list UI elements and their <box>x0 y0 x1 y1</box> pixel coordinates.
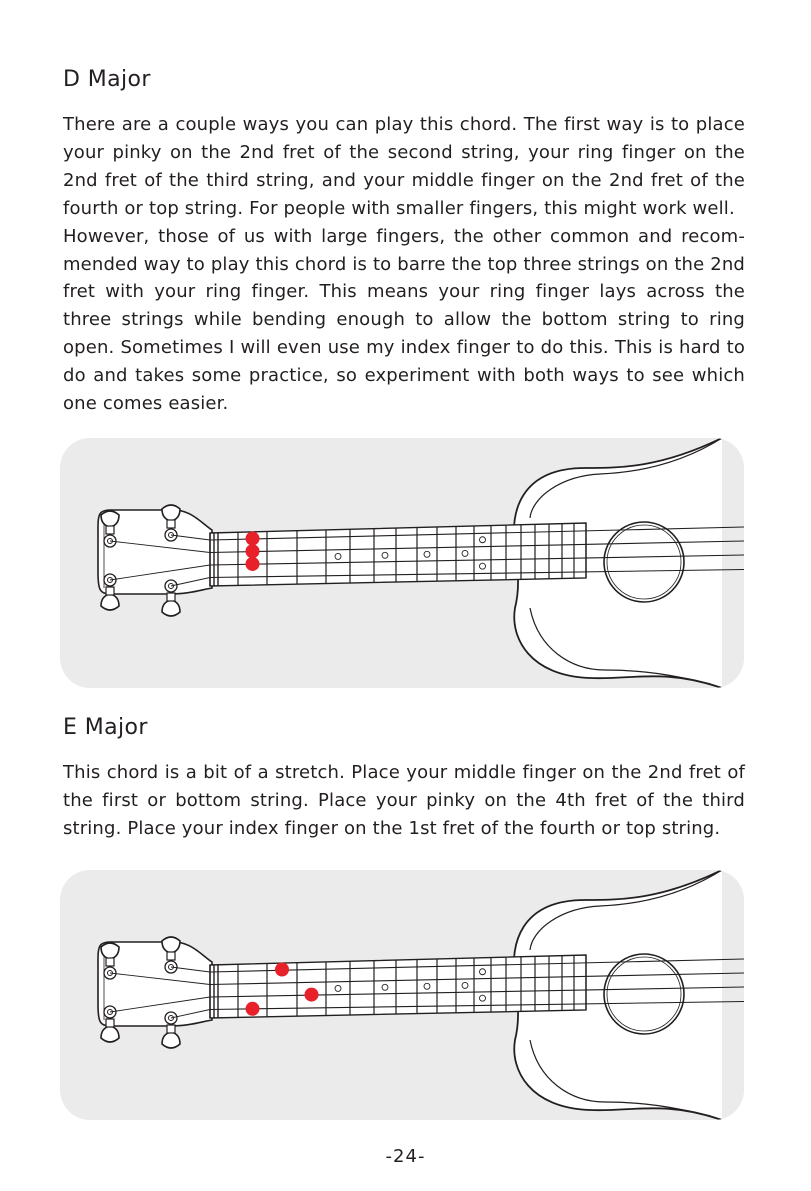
ukulele-diagram-d-major <box>60 438 744 688</box>
sound-hole <box>604 522 684 602</box>
tuner-key-icon <box>162 1032 180 1048</box>
tuner-bottom-right <box>162 580 180 616</box>
page-number: -24- <box>385 1146 426 1167</box>
d-major-paragraph-2: However, those of us with large fingers, the other common and recom-mended way to play this chord is to barre the top three strings on the 2nd fret with your ring finger. This means your ring finger lays across the three strings while bending enough to allow the bottom string to ring open. Sometimes I will even use my index finger to do this. This is hard to do and takes some practice, so experiment with both ways to see which one comes easier. <box>63 225 745 415</box>
tuner-post <box>167 593 175 601</box>
section-title-d-major: D Major <box>63 67 151 92</box>
tuner-key-icon <box>101 943 119 959</box>
fret-marker-2 <box>382 552 388 558</box>
fret-marker-12b <box>480 995 486 1001</box>
finger-dot-2 <box>246 544 260 558</box>
finger-dot-3 <box>246 557 260 571</box>
finger-dot-2 <box>305 988 319 1002</box>
fret-marker-1 <box>335 985 341 991</box>
tuner-key-icon <box>162 505 180 521</box>
tuner-post <box>106 526 114 534</box>
e-major-description <box>63 759 745 843</box>
tuner-key-icon <box>101 594 119 610</box>
fret-marker-4 <box>462 550 468 556</box>
fret-marker-2 <box>382 984 388 990</box>
tuner-post <box>106 587 114 595</box>
tuner-key-icon <box>162 937 180 953</box>
fret-marker-1 <box>335 553 341 559</box>
ukulele-diagram-e-major <box>60 870 744 1120</box>
fret-marker-3 <box>424 551 430 557</box>
tuner-key-icon <box>101 511 119 527</box>
d-major-chord-diagram <box>60 438 744 688</box>
tuner-bottom-right <box>162 1012 180 1048</box>
fret-marker-12b <box>480 563 486 569</box>
e-major-paragraph-1: This chord is a bit of a stretch. Place your middle finger on the 2nd fret of the first or bottom string. Place your pinky on the 4th fret of the third string. Place your index finger on the 1st fret of the fourth or top string. <box>63 762 745 839</box>
finger-dot-1 <box>246 1002 260 1016</box>
tuner-post <box>106 1019 114 1027</box>
finger-dot-3 <box>275 963 289 977</box>
fret-marker-12a <box>480 969 486 975</box>
tuner-post <box>167 952 175 960</box>
fret-marker-3 <box>424 983 430 989</box>
tuner-key-icon <box>101 1026 119 1042</box>
d-major-paragraph-1: There are a couple ways you can play this chord. The first way is to place your pinky on the 2nd fret of the second string, your ring finger on the 2nd fret of the third string, and your middle finger on the 2nd fret of the fourth or top string. For people with smaller fingers, this might work well. <box>63 114 745 219</box>
e-major-chord-diagram <box>60 870 744 1120</box>
fret-marker-4 <box>462 982 468 988</box>
tuner-key-icon <box>162 600 180 616</box>
section-title-e-major: E Major <box>63 715 148 740</box>
tuner-post <box>167 520 175 528</box>
tuner-post <box>106 958 114 966</box>
finger-dot-1 <box>246 532 260 546</box>
d-major-description <box>63 111 745 418</box>
tuner-post <box>167 1025 175 1033</box>
sound-hole <box>604 954 684 1034</box>
fret-marker-12a <box>480 537 486 543</box>
